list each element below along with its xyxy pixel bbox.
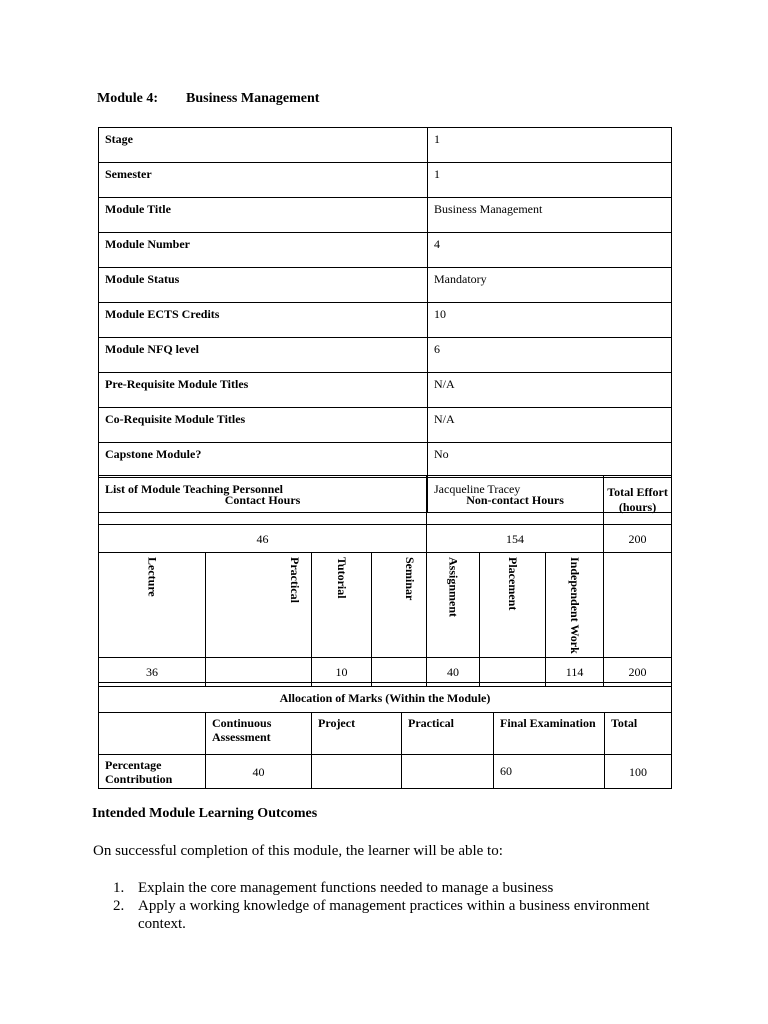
- hours-value-total: 200: [604, 657, 672, 686]
- module-heading: [97, 91, 320, 107]
- noncontact-hours-label: Non-contact Hours: [427, 476, 604, 525]
- hours-category-cell: [427, 553, 480, 658]
- marks-value-cell: 100: [605, 755, 672, 789]
- marks-header-row: [99, 713, 672, 755]
- learning-outcome-number: 2.: [113, 898, 125, 914]
- learning-outcome-number: 1.: [113, 880, 125, 896]
- marks-header-cell: Practical: [402, 713, 494, 755]
- hours-category-empty: [604, 553, 672, 658]
- hours-category-cell: [312, 553, 372, 658]
- info-value: N/A: [428, 408, 672, 443]
- total-effort-label: Total Effort (hours): [604, 476, 672, 525]
- marks-header-cell: Final Examination: [494, 713, 605, 755]
- learning-outcomes-title: Intended Module Learning Outcomes: [92, 806, 318, 821]
- marks-header-empty: [99, 713, 206, 755]
- info-row: [99, 303, 672, 338]
- info-value: 6: [428, 338, 672, 373]
- marks-value-cell: [312, 755, 402, 789]
- learning-outcome-text: Apply a working knowledge of management practices within a business environment context.: [138, 898, 650, 932]
- noncontact-hours-value: 154: [427, 525, 604, 553]
- info-value: Mandatory: [428, 268, 672, 303]
- hours-category-row: [99, 553, 672, 658]
- hours-value-cell: 36: [99, 657, 206, 686]
- info-label: Module NFQ level: [99, 338, 428, 373]
- marks-title: Allocation of Marks (Within the Module): [99, 683, 672, 713]
- learning-outcome-item: [113, 879, 681, 897]
- info-label: Pre-Requisite Module Titles: [99, 373, 428, 408]
- info-row: [99, 338, 672, 373]
- marks-table: [98, 682, 672, 789]
- info-value: Business Management: [428, 198, 672, 233]
- hours-category-label: Assignment: [446, 557, 461, 618]
- hours-category-label: Independent Work: [568, 557, 583, 654]
- contact-hours-label: Contact Hours: [99, 476, 427, 525]
- learning-outcomes-list: [113, 879, 681, 933]
- marks-header-cell: Project: [312, 713, 402, 755]
- info-row: [99, 198, 672, 233]
- info-value: N/A: [428, 373, 672, 408]
- marks-value-cell: [402, 755, 494, 789]
- info-label: Module ECTS Credits: [99, 303, 428, 338]
- marks-value-row: [99, 755, 672, 789]
- hours-category-cell: [546, 553, 604, 658]
- info-label: Capstone Module?: [99, 443, 428, 478]
- learning-outcome-item: [113, 897, 681, 933]
- hours-table: [98, 475, 672, 687]
- contact-hours-value: 46: [99, 525, 427, 553]
- info-row: [99, 233, 672, 268]
- info-value: 1: [428, 128, 672, 163]
- info-value: No: [428, 443, 672, 478]
- learning-outcome-text: Explain the core management functions needed to manage a business: [138, 880, 554, 896]
- info-value: 4: [428, 233, 672, 268]
- marks-value-cell: 60: [494, 755, 605, 789]
- hours-category-cell: [480, 553, 546, 658]
- info-row: [99, 443, 672, 478]
- hours-category-label: Practical: [288, 557, 302, 603]
- info-value: 1: [428, 163, 672, 198]
- info-label: Semester: [99, 163, 428, 198]
- module-name: Business Management: [186, 91, 320, 106]
- info-value: Jacqueline Tracey: [428, 478, 672, 513]
- info-row: [99, 163, 672, 198]
- hours-category-cell: [206, 553, 312, 658]
- hours-category-label: Tutorial: [335, 557, 349, 599]
- info-label: List of Module Teaching Personnel: [99, 478, 428, 513]
- hours-value-cell: 114: [546, 657, 604, 686]
- hours-value-cell: 40: [427, 657, 480, 686]
- hours-category-cell: [372, 553, 427, 658]
- info-row: [99, 373, 672, 408]
- percentage-contribution-label: Percentage Contribution: [99, 755, 206, 789]
- total-effort-value: 200: [604, 525, 672, 553]
- info-row: [99, 408, 672, 443]
- info-label: Co-Requisite Module Titles: [99, 408, 428, 443]
- info-label: Module Title: [99, 198, 428, 233]
- hours-category-label: Placement: [506, 557, 521, 611]
- info-value: 10: [428, 303, 672, 338]
- info-label: Module Number: [99, 233, 428, 268]
- info-label: Stage: [99, 128, 428, 163]
- info-label: Module Status: [99, 268, 428, 303]
- hours-category-cell: [99, 553, 206, 658]
- module-label: Module 4:: [97, 91, 159, 106]
- info-row: [99, 268, 672, 303]
- module-info-table: [98, 127, 672, 513]
- info-row: [99, 128, 672, 163]
- hours-category-label: Lecture: [145, 557, 160, 597]
- marks-header-cell: Continuous Assessment: [206, 713, 312, 755]
- marks-value-cell: 40: [206, 755, 312, 789]
- module-info-rows: [99, 128, 672, 513]
- hours-value-cell: 10: [312, 657, 372, 686]
- marks-header-cell: Total: [605, 713, 672, 755]
- learning-outcomes-intro: On successful completion of this module, the learner will be able to:: [93, 843, 503, 859]
- hours-category-label: Seminar: [403, 557, 418, 601]
